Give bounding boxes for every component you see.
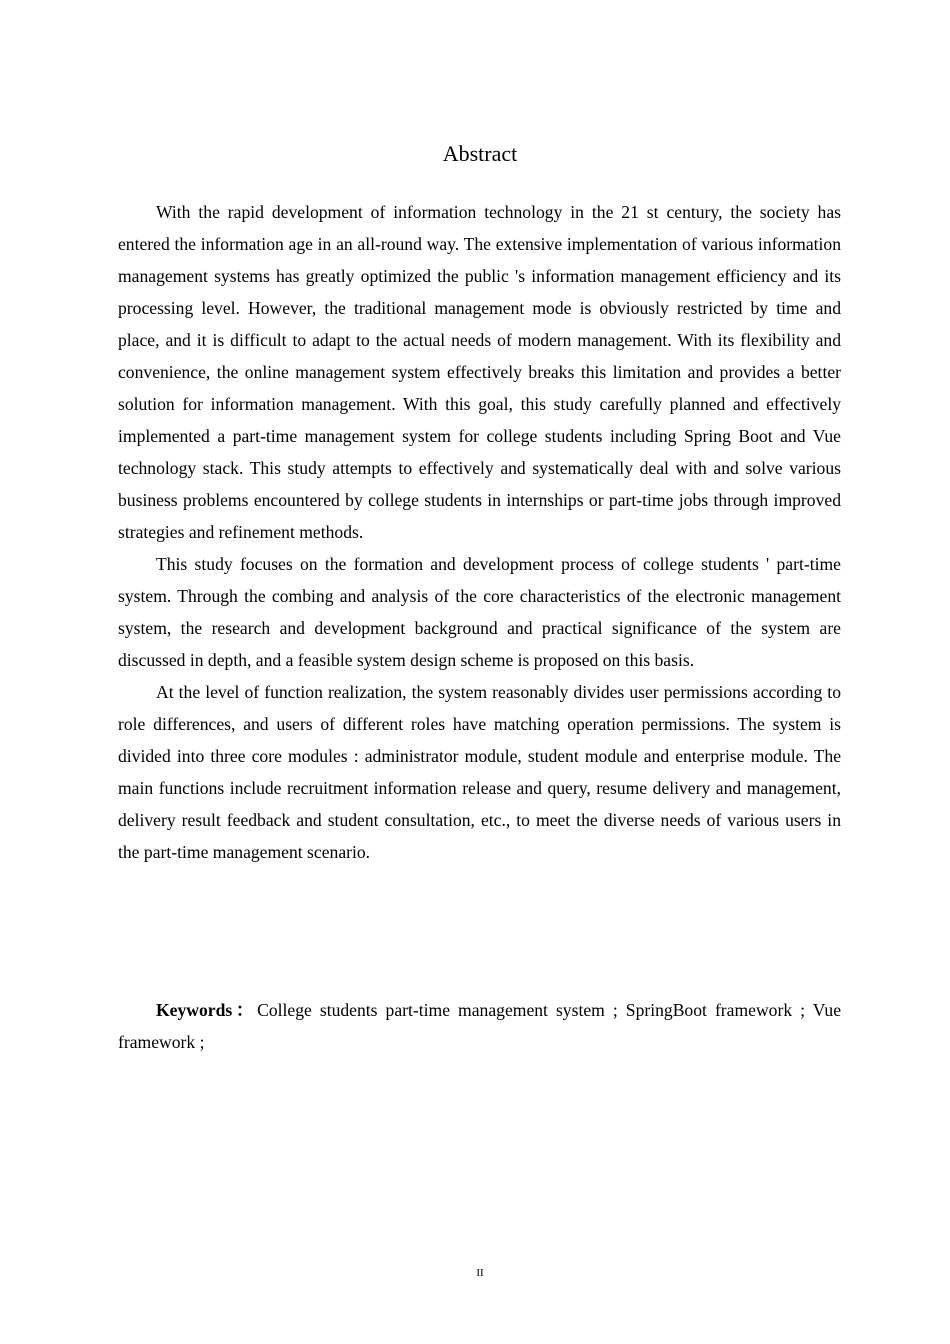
keywords-line	[118, 994, 841, 1058]
page-number: II	[476, 1267, 484, 1279]
abstract-paragraph: At the level of function realization, the system reasonably divides user permissions according to role differences, and users of different roles have matching operation permissions. The system is divided into three core modules : administrator module, student module and enterprise module. The main functions include recruitment information release and query, resume delivery and management, delivery result feedback and student consultation, etc., to meet the diverse needs of various users in the part-time management scenario.	[118, 682, 841, 862]
page-title: Abstract	[442, 141, 518, 166]
abstract-body	[118, 196, 841, 868]
abstract-paragraph: With the rapid development of information technology in the 21 st century, the society has entered the information age in an all-round way. The extensive implementation of various information management systems has greatly optimized the public 's information management efficiency and its processing level. However, the traditional management mode is obviously restricted by time and place, and it is difficult to adapt to the actual needs of modern management. With its flexibility and convenience, the online management system effectively breaks this limitation and provides a better solution for information management. With this goal, this study carefully planned and effectively implemented a part-time management system for college students including Spring Boot and Vue technology stack. This study attempts to effectively and systematically deal with and solve various business problems encountered by college students in internships or part-time jobs through improved strategies and refinement methods.	[118, 202, 841, 542]
abstract-paragraph: This study focuses on the formation and development process of college students ' part-time system. Through the combing and analysis of the core characteristics of the electronic management system, the research and development background and practical significance of the system are discussed in depth, and a feasible system design scheme is proposed on this basis.	[118, 554, 841, 670]
keywords-text: College students part-time management system ; SpringBoot framework ; Vue framework ;	[118, 1000, 842, 1052]
keywords-label: Keywords：	[156, 1000, 258, 1020]
